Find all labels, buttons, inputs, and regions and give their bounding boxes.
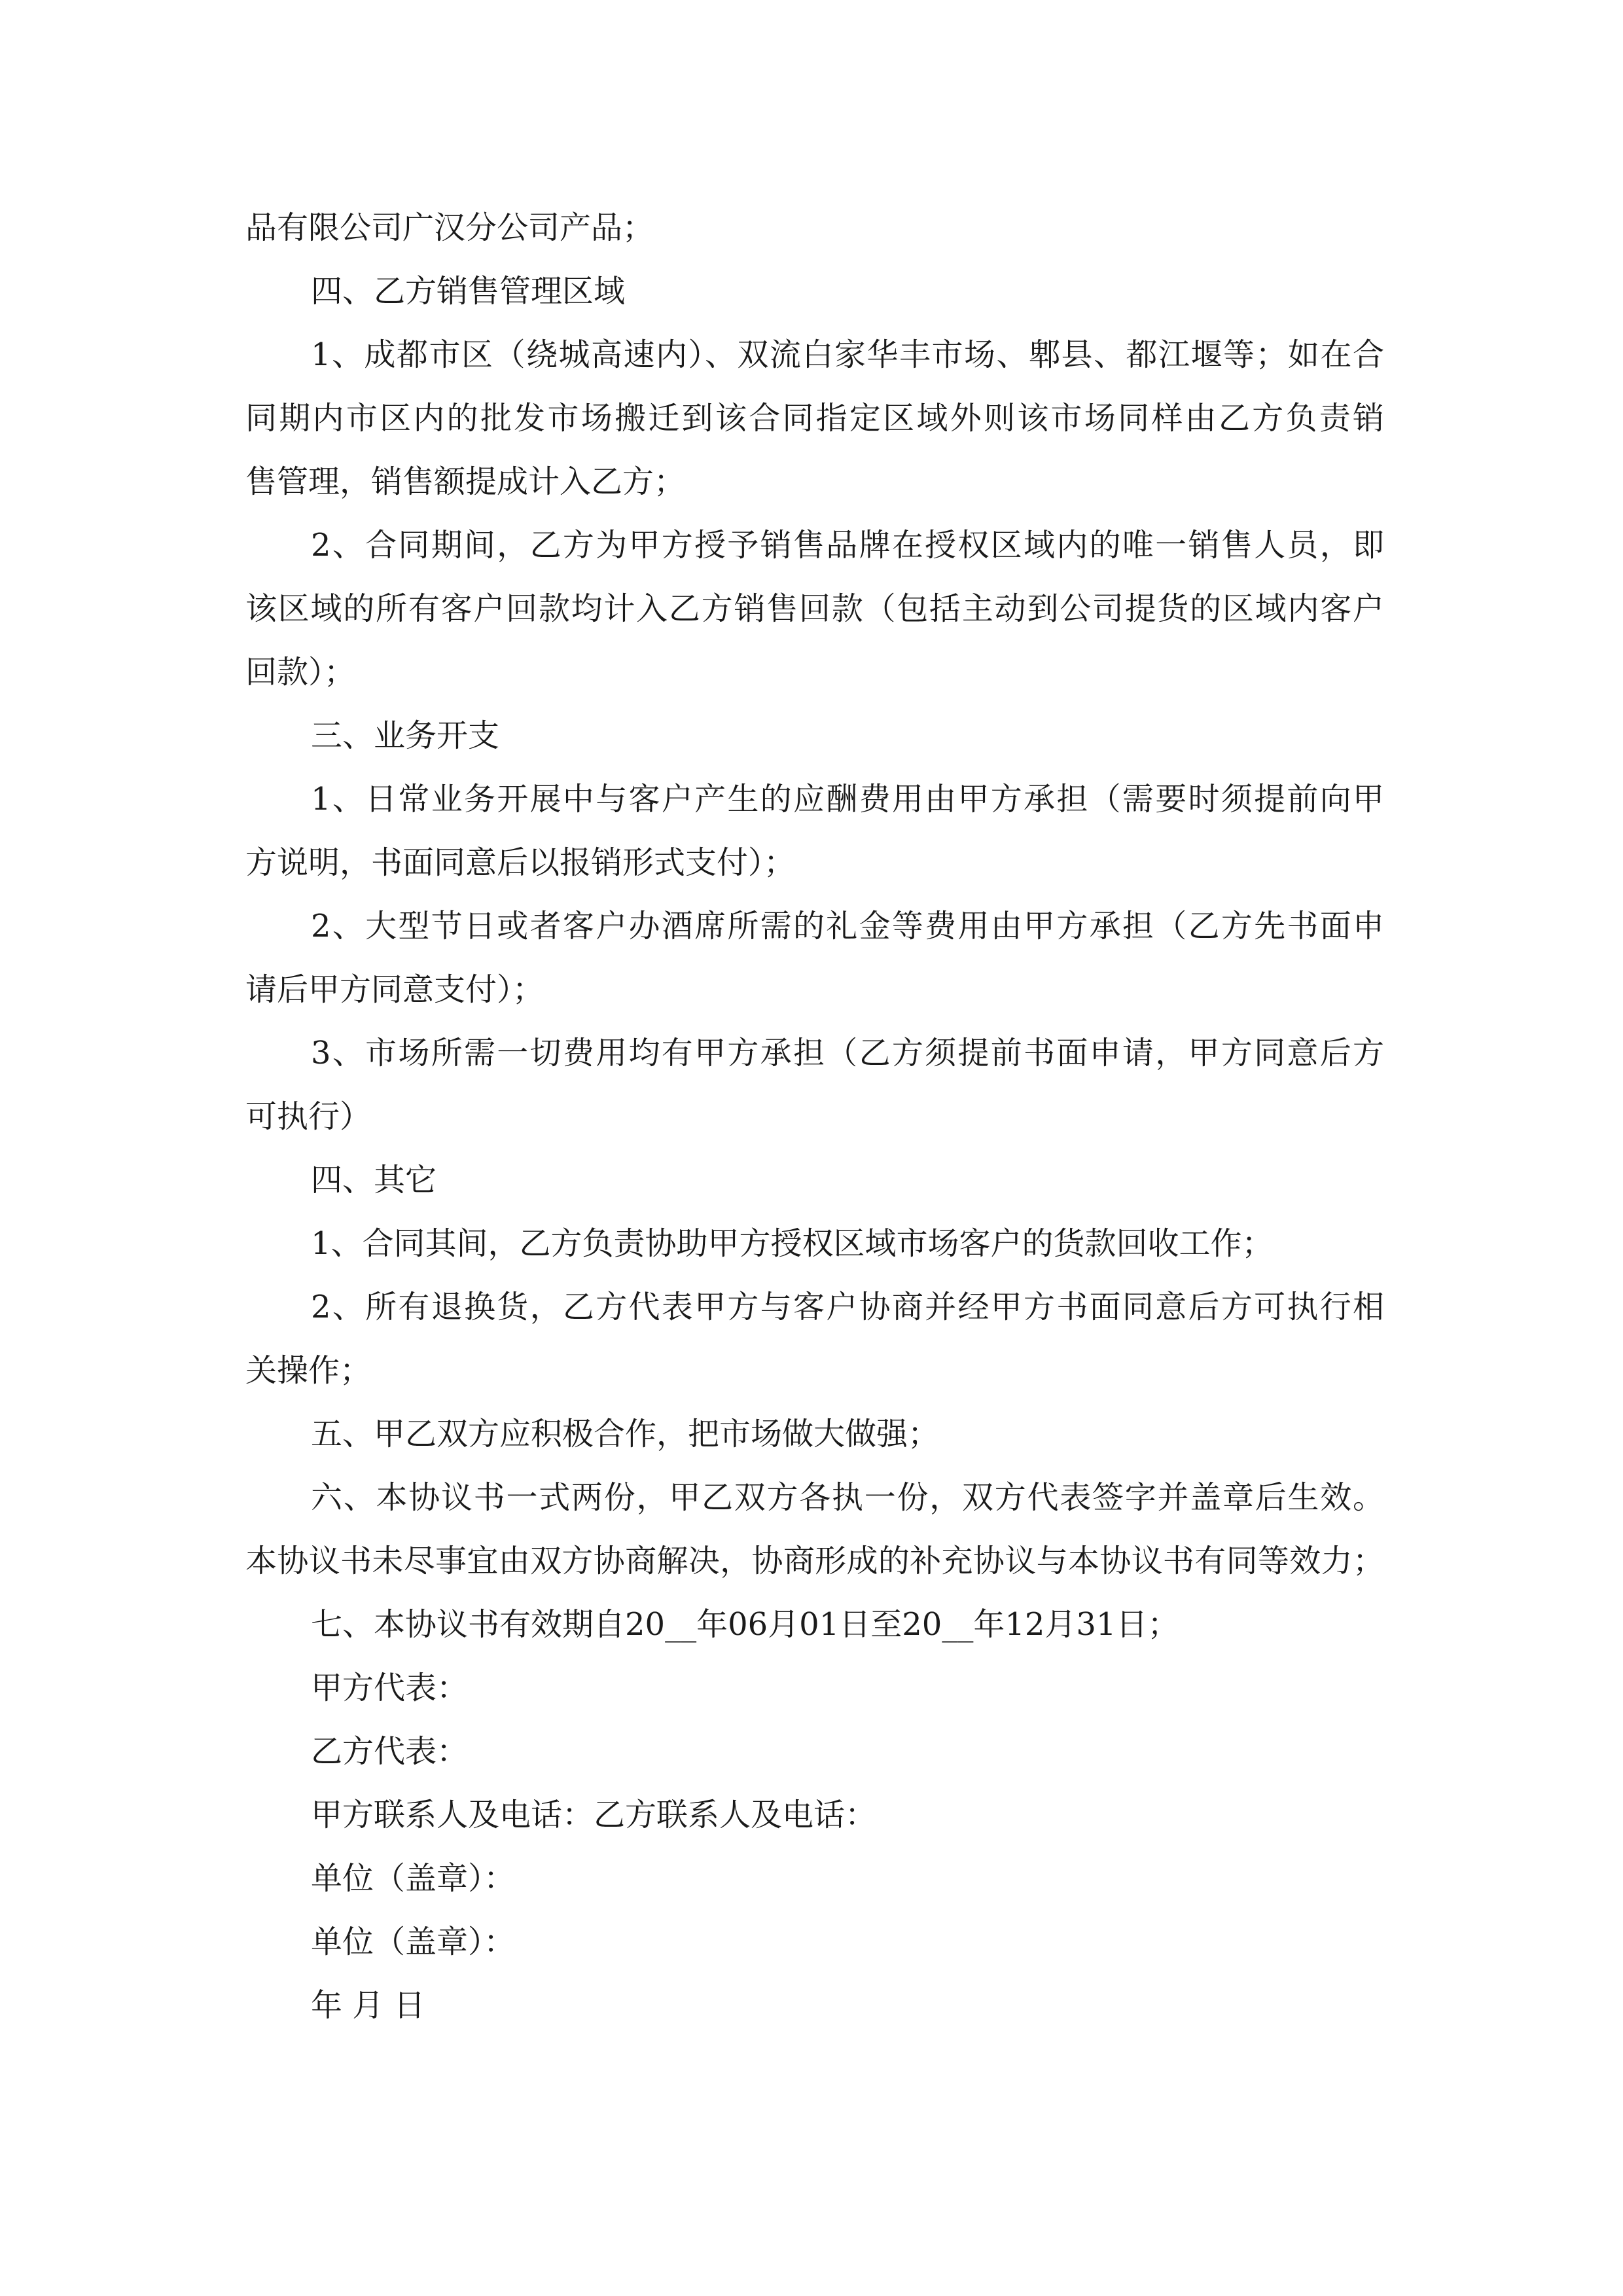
text-line: 2、合同期间，乙方为甲方授予销售品牌在授权区域内的唯一销售人员，即 (311, 527, 1384, 564)
text-line: 四、其它 (311, 1162, 437, 1198)
text-line: 乙方代表： (311, 1733, 469, 1770)
text-line: 2、所有退换货，乙方代表甲方与客户协商并经甲方书面同意后方可执行相 (311, 1289, 1384, 1325)
text-line: 甲方代表： (311, 1670, 469, 1706)
text-line: 方说明，书面同意后以报销形式支付）； (245, 844, 796, 881)
text-line: 单位（盖章）： (311, 1924, 516, 1960)
text-line: 本协议书未尽事宜由双方协商解决，协商形成的补充协议与本协议书有同等效力； (245, 1543, 1384, 1579)
document-body (245, 196, 1384, 2037)
text-line: 售管理，销售额提成计入乙方； (245, 463, 686, 500)
text-line: 甲方联系人及电话：乙方联系人及电话： (311, 1797, 877, 1833)
text-line: 1、合同其间，乙方负责协助甲方授权区域市场客户的货款回收工作； (311, 1225, 1274, 1262)
text-line: 单位（盖章）： (311, 1860, 516, 1897)
text-line: 同期内市区内的批发市场搬迁到该合同指定区域外则该市场同样由乙方负责销 (245, 400, 1384, 437)
text-line: 七、本协议书有效期自20__年06月01日至20__年12月31日； (311, 1606, 1179, 1643)
text-line: 可执行） (245, 1098, 372, 1135)
text-line: 回款）； (245, 654, 356, 691)
text-line: 关操作； (245, 1352, 372, 1389)
text-line: 品有限公司广汉分公司产品； (245, 209, 654, 246)
text-line: 1、日常业务开展中与客户产生的应酬费用由甲方承担（需要时须提前向甲 (311, 781, 1384, 817)
text-line: 五、甲乙双方应积极合作，把市场做大做强； (311, 1416, 940, 1452)
text-line: 该区域的所有客户回款均计入乙方销售回款（包括主动到公司提货的区域内客户 (245, 590, 1384, 627)
text-line: 六、本协议书一式两份，甲乙双方各执一份，双方代表签字并盖章后生效。 (311, 1479, 1384, 1516)
text-line: 年 月 日 (311, 1987, 425, 2024)
text-line: 三、业务开支 (311, 717, 500, 754)
text-line: 1、成都市区（绕城高速内）、双流白家华丰市场、郫县、都江堰等；如在合 (311, 336, 1384, 373)
text-line: 四、乙方销售管理区域 (311, 273, 626, 310)
text-line: 3、市场所需一切费用均有甲方承担（乙方须提前书面申请，甲方同意后方 (311, 1035, 1384, 1071)
text-line: 2、大型节日或者客户办酒席所需的礼金等费用由甲方承担（乙方先书面申 (311, 908, 1384, 944)
text-line: 请后甲方同意支付）； (245, 971, 544, 1008)
